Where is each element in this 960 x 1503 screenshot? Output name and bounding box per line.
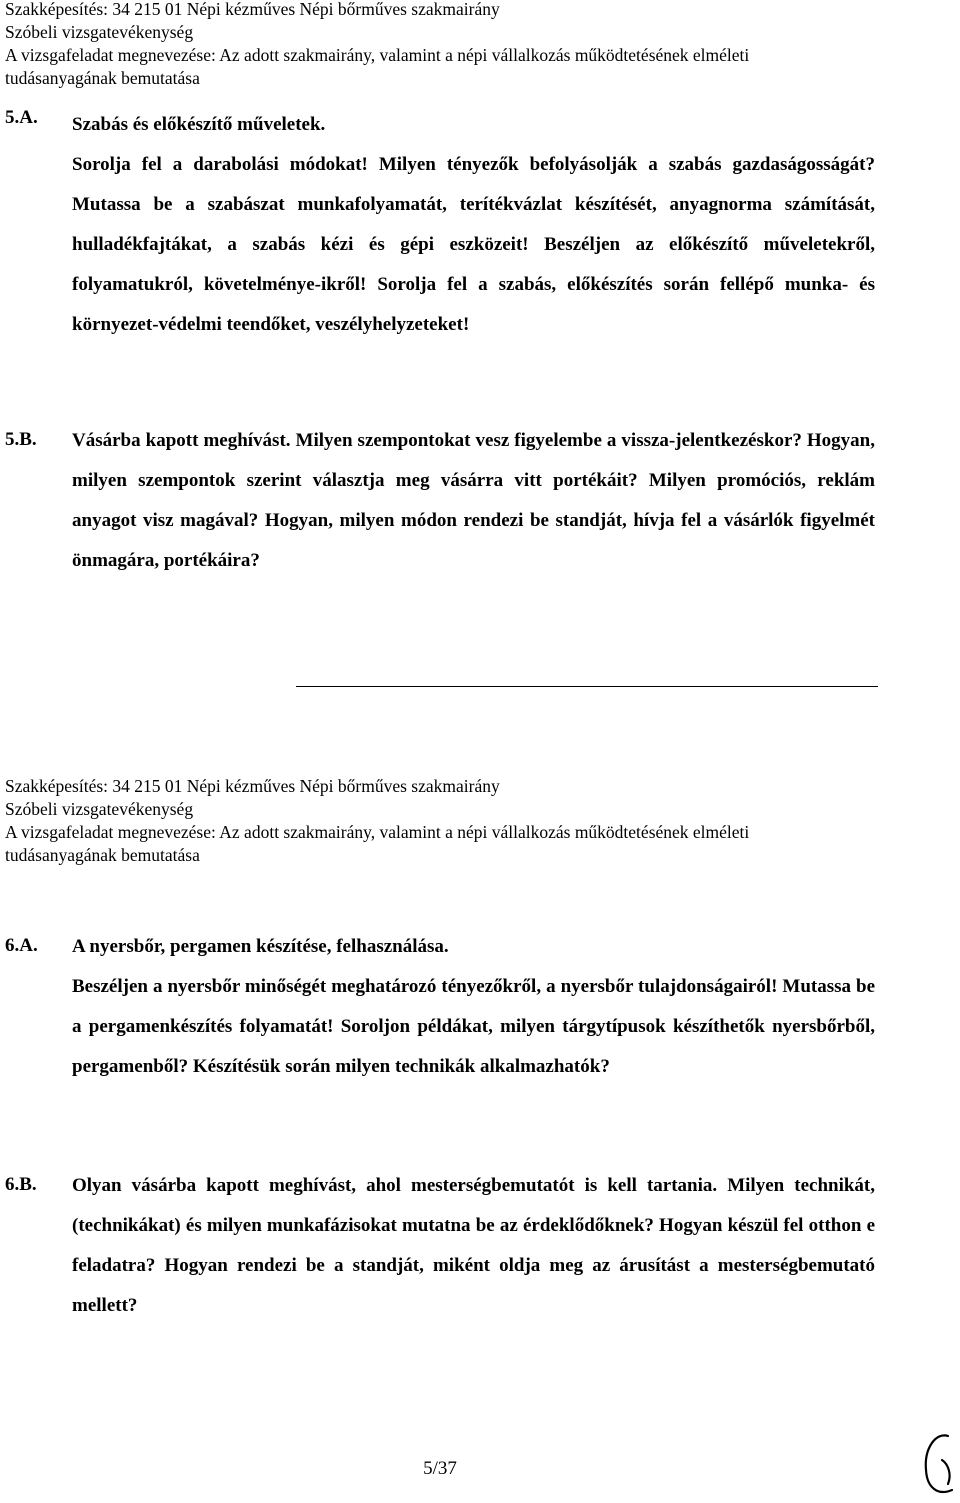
- signature-mark: [918, 1430, 956, 1500]
- header-exam-type: Szóbeli vizsgatevékenység: [5, 799, 194, 819]
- section-title: Szabás és előkészítő műveletek.: [72, 114, 326, 135]
- section-5b: [5, 421, 875, 581]
- page-number: 5/37: [423, 1458, 457, 1479]
- header-exam-type: Szóbeli vizsgatevékenység: [5, 22, 194, 42]
- section-body: Beszéljen a nyersbőr minőségét meghatározó tényezőkről, a nyersbőr tulajdonságairól! Mutassa be a pergamenkészítés folyamatát! Soroljon példákat, milyen tárgytípusok készíthetők nyersbőrből, pergamenből? Készítésük során milyen technikák alkalmazhatók?: [72, 976, 875, 1077]
- section-body: Vásárba kapott meghívást. Milyen szempontokat vesz figyelembe a vissza-jelentkezéskor? Hogyan, milyen szempontok szerint választja meg vásárra vitt portékáit? Milyen promóciós, reklám anyagot visz magával? Hogyan, milyen módon rendezi be standját, hívja fel a vásárlók figyelmét önmagára, portékáira?: [72, 430, 875, 571]
- section-title: A nyersbőr, pergamen készítése, felhasználása.: [72, 936, 449, 957]
- section-code: 5.B.: [5, 429, 37, 450]
- section-body: Olyan vásárba kapott meghívást, ahol mesterségbemutatót is kell tartania. Milyen technikát, (technikákat) és milyen munkafázisokat mutatna be az érdeklődőknek? Hogyan készül fel otthon e feladatra? Hogyan rendezi be a standját, miként oldja meg az árusítást a mesterségbemutató mellett?: [72, 1175, 875, 1316]
- section-code: 6.A.: [5, 935, 38, 956]
- section-6a: [5, 927, 875, 1087]
- page-divider: [296, 686, 878, 687]
- section-code: 5.A.: [5, 107, 38, 128]
- header-qualification: Szakképesítés: 34 215 01 Népi kézműves Népi bőrműves szakmairány: [5, 0, 500, 19]
- section-body: Sorolja fel a darabolási módokat! Milyen tényezők befolyásolják a szabás gazdaságosságát? Mutassa be a szabászat munkafolyamatát, terítékvázlat készítését, anyagnorma számítását, hulladékfajtákat, a szabás kézi és gépi eszközeit! Beszéljen az előkészítő műveletekről, folyamatukról, követelménye-ikről! Sorolja fel a szabás, előkészítés során fellépő munka- és környezet-védelmi teendőket, veszélyhelyzeteket!: [72, 154, 875, 335]
- exam-header-1: [5, 0, 749, 90]
- header-task-name-cont: tudásanyagának bemutatása: [5, 845, 200, 865]
- section-6b: [5, 1166, 875, 1326]
- header-task-name: A vizsgafeladat megnevezése: Az adott szakmairány, valamint a népi vállalkozás működtetésének elméleti: [5, 822, 750, 842]
- section-5a: [5, 105, 875, 345]
- section-code: 6.B.: [5, 1174, 37, 1195]
- header-task-name: A vizsgafeladat megnevezése: Az adott szakmairány, valamint a népi vállalkozás működtetésének elméleti: [5, 45, 750, 65]
- header-task-name-cont: tudásanyagának bemutatása: [5, 68, 200, 88]
- exam-header-2: [5, 775, 749, 867]
- header-qualification: Szakképesítés: 34 215 01 Népi kézműves Népi bőrműves szakmairány: [5, 776, 500, 796]
